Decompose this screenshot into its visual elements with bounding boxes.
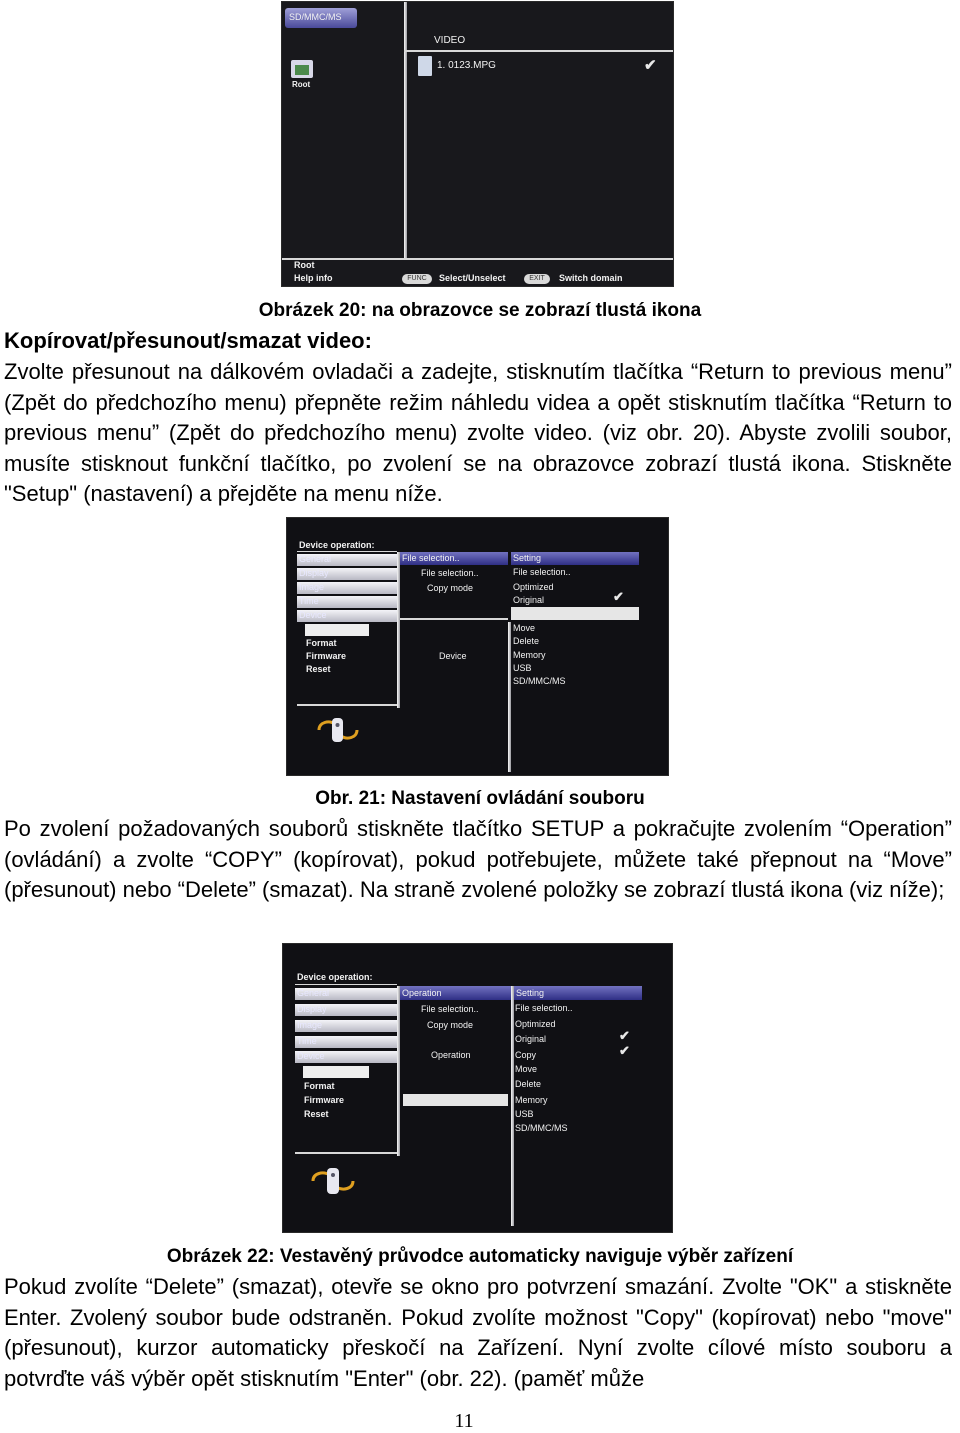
paragraph-2: Po zvolení požadovaných souborů stiskněte tlačítko SETUP a pokračujte zvolením “Operation” (ovládání) a zvolte “COPY” (kopírovat), pokud potřebujete, můžete také přepnout na “Move” (přesunout) nebo “Delete” (smazat). Na straně zvolené položky se zobrazí tlustá ikona (viz níže); [4, 816, 952, 902]
setting-item-delete[interactable]: Delete [513, 636, 540, 646]
menu-item-time[interactable] [295, 1036, 397, 1048]
pane-divider-left [404, 52, 407, 258]
section-heading: Kopírovat/přesunout/smazat video: [4, 328, 372, 353]
menu-item-display-label: Display [297, 1004, 327, 1014]
submenu-highlight [303, 1066, 369, 1078]
root-label: Root [292, 80, 311, 89]
paragraph-3: Pokud zvolíte “Delete” (smazat), otevře se okno pro potvrzení smazání. Zvolte "OK" a stiskněte Enter. Zvolený soubor bude odstraněn. Pokud zvolíte možnost "Copy" (kopírovat) nebo "move" (přesunout), kurzor automaticky přeskočí na Zařízení. Nyní zvolte cílové místo souboru a potvrďte váš výběr opět stisknutím "Enter" (obr. 22). (paměť může [4, 1274, 952, 1391]
paragraph-1: Zvolte přesunout na dálkovém ovladači a zadejte, stisknutím tlačítka “Return to previous menu” (Zpět do předchozího menu) přepněte režim náhledu videa a opět stisknutím tlačítka “Return to previous menu” (Zpět do předchozího menu) zvolte video. (viz obr. 20). Abyste zvolili soubor, musíte stisknout funkční tlačítko, po zvolení se na obrazovce zobrazí tlustá ikona. Stiskněte "Setup" (nastavení) a přejděte na menu níže. [4, 359, 952, 506]
select-unselect-hint: Select/Unselect [439, 273, 506, 283]
figure-21-screenshot [286, 517, 669, 776]
file-item[interactable]: 1. 0123.MPG [437, 60, 496, 71]
column-divider-1 [397, 552, 400, 708]
setting-item-sd[interactable]: SD/MMC/MS [515, 1123, 568, 1133]
figure-20-screenshot [281, 1, 674, 287]
remote-control-icon [309, 1166, 357, 1196]
setting-item-original[interactable]: Original [515, 1034, 547, 1044]
menu-item-image-label: Image [299, 582, 325, 592]
source-tab-label: SD/MMC/MS [289, 12, 342, 22]
setting-header-label: Setting [513, 553, 542, 563]
setting-selection-bar [511, 607, 639, 620]
title-underline [295, 984, 397, 985]
setting-header [511, 552, 639, 565]
setting-header [514, 986, 642, 1000]
pane-divider [404, 2, 407, 52]
video-file-icon [418, 56, 432, 76]
status-root: Root [294, 260, 315, 270]
setting-item-sd[interactable]: SD/MMC/MS [513, 676, 566, 686]
caption-22: Obrázek 22: Vestavěný průvodce automaticky naviguje výběr zařízení [166, 1246, 794, 1267]
menu-item-device-label: Device [299, 610, 327, 620]
submenu-firmware[interactable]: Firmware [306, 651, 347, 661]
folder-title: VIDEO [434, 35, 466, 46]
column-divider-1 [397, 986, 400, 1156]
checkmark-icon: ✔ [619, 1028, 630, 1043]
menu-item-general[interactable] [295, 988, 397, 1000]
setting-item-optimized[interactable]: Optimized [515, 1019, 556, 1029]
figure-22-screenshot [282, 943, 673, 1233]
middle-item-device[interactable]: Device [439, 651, 467, 661]
middle-item-file-selection[interactable]: File selection.. [421, 568, 479, 578]
setting-item-optimized[interactable]: Optimized [513, 582, 554, 592]
menu-item-image[interactable] [295, 1020, 397, 1032]
left-bottom-line [295, 1152, 397, 1154]
menu-item-display[interactable] [297, 568, 397, 580]
setting-header-label: Setting [516, 988, 545, 998]
status-help: Help info [294, 273, 333, 283]
middle-item-operation[interactable]: Operation [431, 1050, 471, 1060]
title-underline [297, 551, 397, 552]
menu-item-general-label: General [299, 554, 332, 564]
setting-item-move[interactable]: Move [513, 623, 536, 633]
page-number: 11 [454, 1410, 474, 1432]
menu-title: Device operation: [299, 540, 375, 550]
column-divider-2 [511, 986, 514, 1226]
menu-item-display-label: Display [299, 568, 329, 578]
checkmark-icon: ✔ [644, 57, 657, 74]
func-key-pill: FUNC [402, 274, 432, 284]
setting-item-file-selection[interactable]: File selection.. [513, 567, 571, 577]
switch-domain-hint: Switch domain [559, 273, 623, 283]
menu-item-time-label: Time [297, 1036, 317, 1046]
middle-header-label: File selection.. [402, 553, 460, 563]
remote-control-icon [315, 716, 361, 744]
checkmark-icon: ✔ [619, 1043, 630, 1058]
middle-item-copy-mode[interactable]: Copy mode [427, 1020, 474, 1030]
menu-item-image-label: Image [297, 1020, 323, 1030]
menu-item-device[interactable] [297, 610, 397, 622]
submenu-format[interactable]: Format [306, 638, 337, 648]
middle-header [400, 552, 508, 565]
setting-item-delete[interactable]: Delete [515, 1079, 542, 1089]
menu-item-general[interactable] [297, 554, 397, 566]
top-divider [404, 50, 673, 52]
setting-item-original[interactable]: Original [513, 595, 545, 605]
setting-item-usb[interactable]: USB [513, 663, 532, 673]
setting-item-copy[interactable]: Copy [515, 1050, 537, 1060]
menu-item-time-label: Time [299, 596, 319, 606]
setting-item-file-selection[interactable]: File selection.. [515, 1003, 573, 1013]
exit-key-pill: EXIT [524, 274, 550, 284]
setting-item-memory[interactable]: Memory [515, 1095, 548, 1105]
setting-item-usb[interactable]: USB [515, 1109, 534, 1119]
submenu-reset[interactable]: Reset [304, 1109, 329, 1119]
middle-item-file-selection[interactable]: File selection.. [421, 1004, 479, 1014]
setting-item-move[interactable]: Move [515, 1064, 538, 1074]
caption-20: Obrázek 20: na obrazovce se zobrazí tlustá ikona [258, 300, 702, 321]
setting-item-memory[interactable]: Memory [513, 650, 546, 660]
middle-separator [400, 618, 508, 620]
column-divider-2 [508, 622, 511, 772]
source-tab[interactable] [285, 8, 357, 28]
menu-title: Device operation: [297, 972, 373, 982]
submenu-firmware[interactable]: Firmware [304, 1095, 345, 1105]
menu-item-general-label: General [297, 988, 330, 998]
menu-item-device-label: Device [297, 1051, 325, 1061]
menu-item-display[interactable] [295, 1004, 397, 1016]
submenu-reset[interactable]: Reset [306, 664, 331, 674]
submenu-format[interactable]: Format [304, 1081, 335, 1091]
middle-item-copy-mode[interactable]: Copy mode [427, 583, 474, 593]
menu-item-time[interactable] [297, 596, 397, 608]
submenu-highlight [305, 624, 369, 636]
operation-header-label: Operation [402, 988, 442, 998]
root-folder-icon[interactable] [291, 60, 313, 78]
status-divider [282, 258, 673, 260]
operation-header [400, 986, 511, 1000]
caption-21: Obr. 21: Nastavení ovládání souboru [315, 788, 645, 809]
middle-selection-bar [403, 1094, 508, 1106]
menu-item-device[interactable] [295, 1051, 397, 1063]
left-bottom-line [297, 704, 397, 706]
checkmark-icon: ✔ [613, 589, 624, 604]
menu-item-image[interactable] [297, 582, 397, 594]
